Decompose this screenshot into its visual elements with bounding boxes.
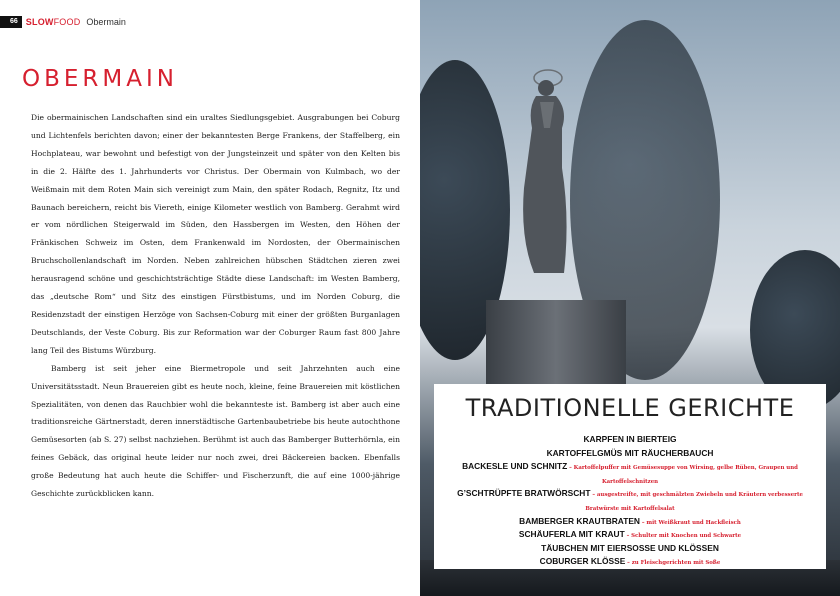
dish-name: KARPFEN IN BIERTEIG — [583, 434, 677, 444]
dish-item — [442, 556, 818, 570]
dish-name: SCHÄUFERLA MIT KRAUT — [518, 529, 625, 540]
dish-name: COBURGER KLÖSSE — [539, 556, 626, 567]
dish-name: TÄUBCHEN MIT EIERSOSSE UND KLÖSSEN — [541, 542, 719, 553]
running-header — [0, 16, 126, 28]
brand-slow: SLOW — [25, 17, 54, 27]
paragraph: Die obermainischen Landschaften sind ein uraltes Siedlungsgebiet. Ausgrabungen bei Coburg und Lichtenfels berichten davon; einer der bekanntesten Berge Frankens, der Staffelberg, ein Hochplateau, war bewohnt und befestigt von der Jungsteinzeit und später von den Kelten bis in die 2. Hälfte des 1. Jahrhunderts vor Christus. Der Obermain von Kulmbach, wo der Weißmain mit dem Roten Main sich vereinigt zum Main, den später Rodach, Regnitz, Itz und Baunach bereichern, reicht bis Viereth, einige Kilometer westlich von Bamberg. Gerahmt wird er vom nördlichen Steigerwald im Süden, den Hassbergen im Westen, den Höhen der Fränkischen Schweiz im Osten, dem Frankenwald im Nordosten, der Obermainischen Bruchschollenlandschaft im Norden. Neben zahlreichen hübschen Städtchen zieren zwei herausragend schöne und geschichtsträchtige Städte diese Landschaft: im Westen Bamberg, das „deutsche Rom“ und Sitz des einstigen Fürstbistums, und im Norden Coburg, die Residenzstadt der einstigen Herzöge von Sachsen-Coburg mit einer der größten Burganlagen Deutschlands, der Veste Coburg. Bis zur Reformation war der Coburger Raum fast 800 Jahre lang Teil des Bistums Würzburg. — [31, 113, 400, 355]
dish-description: – mit Weißkraut und Hackfleisch — [639, 519, 741, 526]
body-text — [31, 109, 400, 503]
brand-food: FOOD — [53, 17, 81, 27]
dish-name: BACKESLE UND SCHNITZ — [462, 461, 568, 472]
dish-name: BAMBERGER KRAUTBRATEN — [519, 515, 640, 526]
page-title: OBERMAIN — [22, 66, 178, 92]
dish-item — [442, 434, 818, 448]
dish-description: – ausgestreifte, mit geschmälzten Zwiebeln und Kräutern verbesserte Bratwürste mit Kartoffelsalat — [585, 492, 803, 512]
dish-item — [442, 543, 818, 557]
dish-description: – zu Fleischgerichten mit Soße — [625, 560, 721, 567]
pedestal-image — [486, 300, 626, 390]
dish-description: – Schulter mit Knochen und Schwarte — [624, 533, 742, 540]
statue-image — [510, 68, 580, 278]
dish-item — [442, 529, 818, 543]
page-number: 66 — [0, 16, 22, 28]
paragraph: Bamberg ist seit jeher eine Biermetropole und seit Jahrzehnten auch eine Universitätsstadt. Neun Brauereien gibt es heute noch, kleine, feine Brauereien mit köstlichen Spezialitäten, von denen das Rauchbier wohl die bekannteste ist. Bamberg ist aber auch eine traditionsreiche Gärtnerstadt, deren innerstädtische Gartenbaubetriebe bis heute autochthone Gemüsesorten (ab S. 27) selbst nachziehen. Berühmt ist auch das Bamberger Butterhörnla, ein feines Gebäck, das original heute leider nur noch zwei, drei Bäckereien backen. Ebenfalls große Bedeutung hat auch heute die Schiffer- und Fischerzunft, die auf eine 1000-jährige Geschichte zurückblicken kann. — [31, 363, 400, 499]
section-name: Obermain — [86, 17, 126, 27]
dish-item — [442, 516, 818, 530]
box-title: TRADITIONELLE GERICHTE — [465, 394, 795, 422]
dish-item — [442, 448, 818, 462]
dish-item — [442, 461, 818, 488]
dish-description: – Kartoffelpuffer mit Gemüsesuppe von Wirsing, gelbe Rüben, Graupen und Kartoffelschnitzen — [567, 465, 798, 485]
traditional-dishes-box — [434, 384, 826, 569]
dish-name: KARTOFFELGMÜS MIT RÄUCHERBAUCH — [546, 447, 714, 458]
dish-list — [442, 434, 818, 570]
dish-name: G’SCHTRÜPFTE BRATWÖRSCHT — [457, 488, 591, 499]
dish-item — [442, 488, 818, 515]
